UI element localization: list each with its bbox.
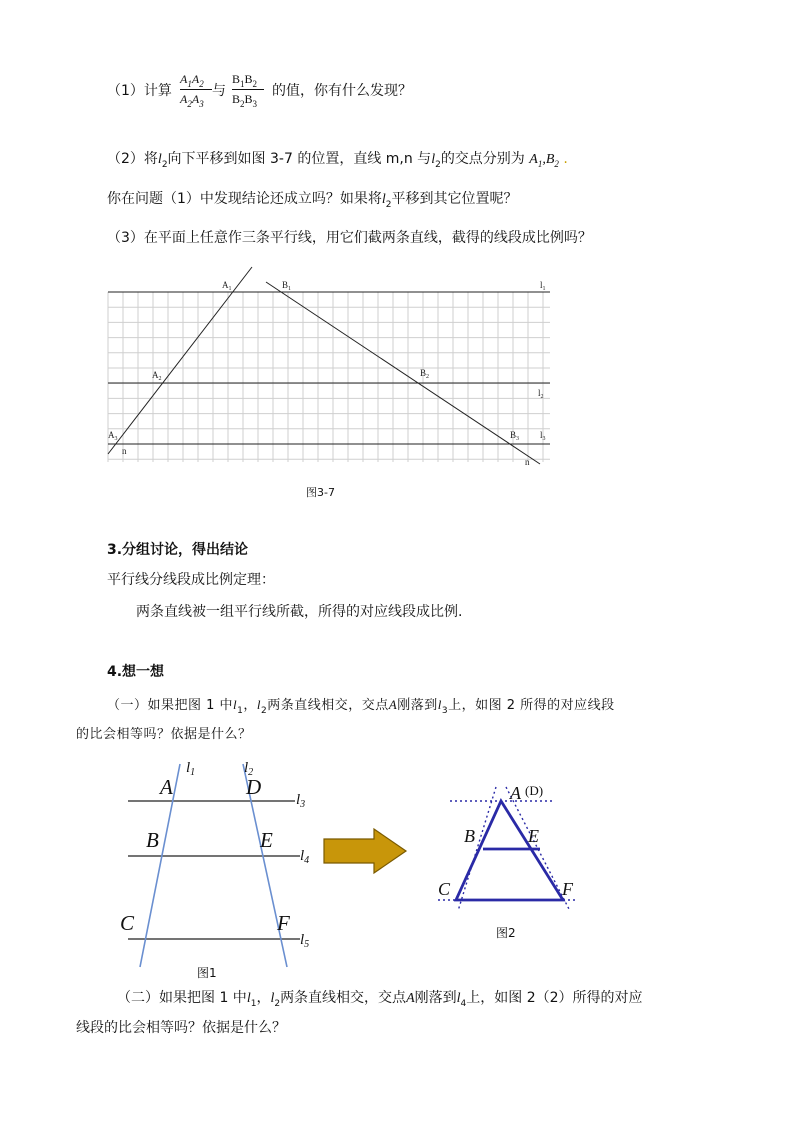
q1-mid: 与	[212, 83, 226, 99]
label-A2: $A_2$	[152, 370, 162, 382]
section4-p1-line2: 的比会相等吗？依据是什么？	[76, 727, 252, 742]
point-A: A	[510, 783, 521, 803]
figure-1-caption: 图1	[197, 966, 217, 980]
q2-line2: 你在问题（1）中发现结论还成立吗？如果将$l_2$平移到其它位置呢？	[107, 191, 518, 210]
q2-points: $A_1,B_2$	[529, 152, 559, 169]
label-l2: $l_2$	[244, 760, 254, 778]
point-D: D	[246, 775, 262, 799]
theorem-label: 平行线分线段成比例定理：	[107, 572, 275, 588]
point-C: C	[438, 879, 451, 899]
label-l2: $l_2$	[538, 388, 544, 400]
point-B: B	[146, 828, 159, 852]
point-C: C	[120, 911, 135, 935]
point-B: B	[464, 826, 475, 846]
label-l1: $l_1$	[540, 280, 546, 292]
label-B2: $B_2$	[420, 368, 430, 380]
section-4-title: 4.想一想	[107, 664, 165, 680]
label-l3: $l_3$	[296, 792, 306, 810]
figure-2	[428, 775, 598, 925]
figure-2-caption: 图2	[496, 926, 516, 940]
label-n-right: n	[525, 457, 530, 467]
label-l1: $l_1$	[186, 760, 196, 778]
point-D-note: (D)	[525, 783, 544, 798]
q1-prefix: （1）计算	[107, 83, 172, 99]
q2-line: （2）将$l_2$向下平移到如图 3-7 的位置，直线 m,n 与$l_2$的交点分别为 $A_1,B_2$ .	[107, 151, 568, 170]
section4-p2: （二）如果把图 1 中$l_1$，$l_2$两条直线相交，交点A刚落到$l_4$上，如图 2（2）所得的对应	[117, 990, 643, 1009]
line-m	[108, 267, 252, 454]
label-n-left: n	[122, 446, 127, 456]
q1-suffix: 的值，你有什么发现？	[272, 83, 412, 99]
figure-3-7-caption: 图3-7	[306, 486, 335, 499]
label-A1: $A_1$	[222, 280, 232, 292]
point-E: E	[260, 828, 273, 852]
figure-1	[110, 752, 335, 972]
point-A: A	[160, 775, 173, 799]
section-3-title: 3.分组讨论，得出结论	[107, 542, 249, 558]
section4-p2-line2: 线段的比会相等吗？依据是什么？	[76, 1020, 286, 1036]
point-F: F	[562, 879, 573, 899]
q1-line	[107, 82, 172, 100]
theorem-text: 两条直线被一组平行线所截，所得的对应线段成比例.	[136, 604, 463, 620]
point-E: E	[528, 826, 539, 846]
label-l3: $l_3$	[540, 430, 546, 442]
label-l4: $l_4$	[300, 848, 310, 866]
label-B3: $B_3$	[510, 430, 520, 442]
right-arrow-icon	[322, 827, 408, 875]
label-A3: $A_3$	[108, 430, 118, 442]
figure-3-7	[100, 262, 560, 472]
label-l5: $l_5$	[300, 932, 310, 950]
q3-line: （3）在平面上任意作三条平行线，用它们截两条直线，截得的线段成比例吗？	[107, 230, 592, 246]
point-F: F	[277, 911, 290, 935]
section4-p1: （一）如果把图 1 中$l_1$，$l_2$两条直线相交，交点A刚落到$l_3$上，如图 2 所得的对应线段	[107, 697, 615, 716]
label-B1: $B_1$	[282, 280, 292, 292]
line-n	[266, 282, 540, 464]
triangle-ACF	[456, 801, 563, 900]
